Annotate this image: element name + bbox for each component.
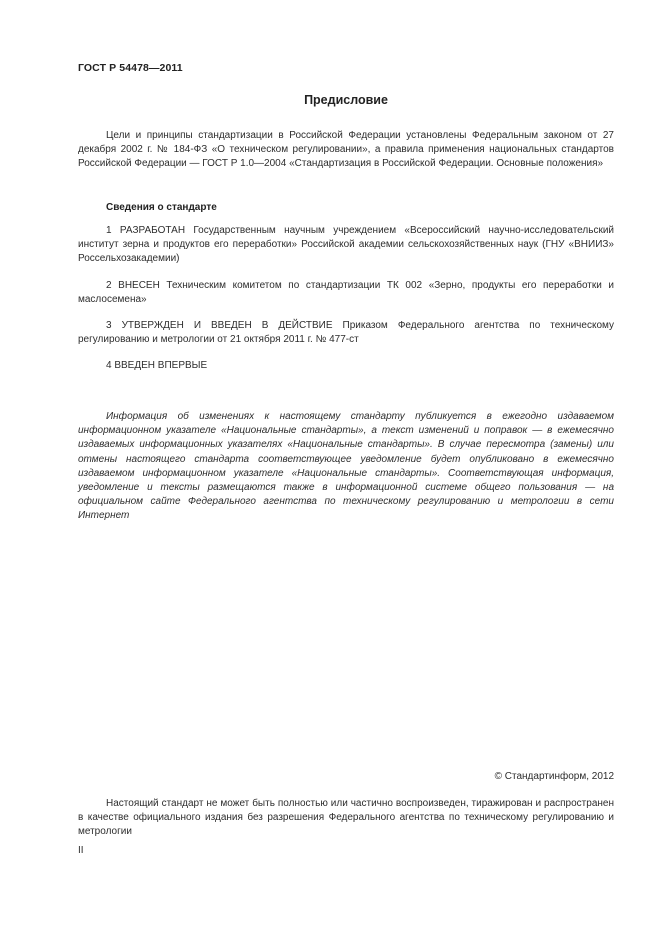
standard-info-item-1: 1 РАЗРАБОТАН Государственным научным учреждением «Всероссийский научно-исследовательский институт зерна и продуктов его переработки» Российской академии сельскохозяйственных наук (ГНУ «ВНИИЗ» Россельхозакадемии) (78, 225, 614, 265)
page-number: II (78, 845, 84, 856)
standard-info-heading: Сведения о стандарте (106, 202, 217, 213)
standard-info-item-3: 3 УТВЕРЖДЕН И ВВЕДЕН В ДЕЙСТВИЕ Приказом Федерального агентства по техническому регулированию и метрологии от 21 октября 2011 г. № 477-ст (78, 320, 614, 346)
page-title: Предисловие (304, 93, 388, 107)
intro-paragraph: Цели и принципы стандартизации в Российской Федерации установлены Федеральным законом от 27 декабря 2002 г. № 184-ФЗ «О техническом регулировании», а правила применения национальных стандартов Российской Федерации — ГОСТ Р 1.0—2004 «Стандартизация в Российской Федерации. Основные положения» (78, 130, 614, 170)
document-code: ГОСТ Р 54478—2011 (78, 62, 183, 74)
standard-info-item-4: 4 ВВЕДЕН ВПЕРВЫЕ (106, 360, 208, 371)
copyright-notice: © Стандартинформ, 2012 (494, 771, 614, 782)
standard-info-item-2: 2 ВНЕСЕН Техническим комитетом по стандартизации ТК 002 «Зерно, продукты его переработки и маслосемена» (78, 280, 614, 306)
reproduction-notice: Настоящий стандарт не может быть полностью или частично воспроизведен, тиражирован и распространен в качестве официального издания без разрешения Федерального агентства по техническому регулированию и метрологии (78, 798, 614, 838)
info-notice-paragraph: Информация об изменениях к настоящему стандарту публикуется в ежегодно издаваемом информационном указателе «Национальные стандарты», а текст изменений и поправок — в ежемесячно издаваемых информационных указателях «Национальные стандарты». В случае пересмотра (замены) или отмены настоящего стандарта соответствующее уведомление будет опубликовано в ежемесячно издаваемом информационном указателе «Национальные стандарты». Соответствующая информация, уведомление и тексты размещаются также в информационной системе общего пользования — на официальном сайте Федерального агентства по техническому регулированию и метрологии в сети Интернет (78, 411, 614, 522)
